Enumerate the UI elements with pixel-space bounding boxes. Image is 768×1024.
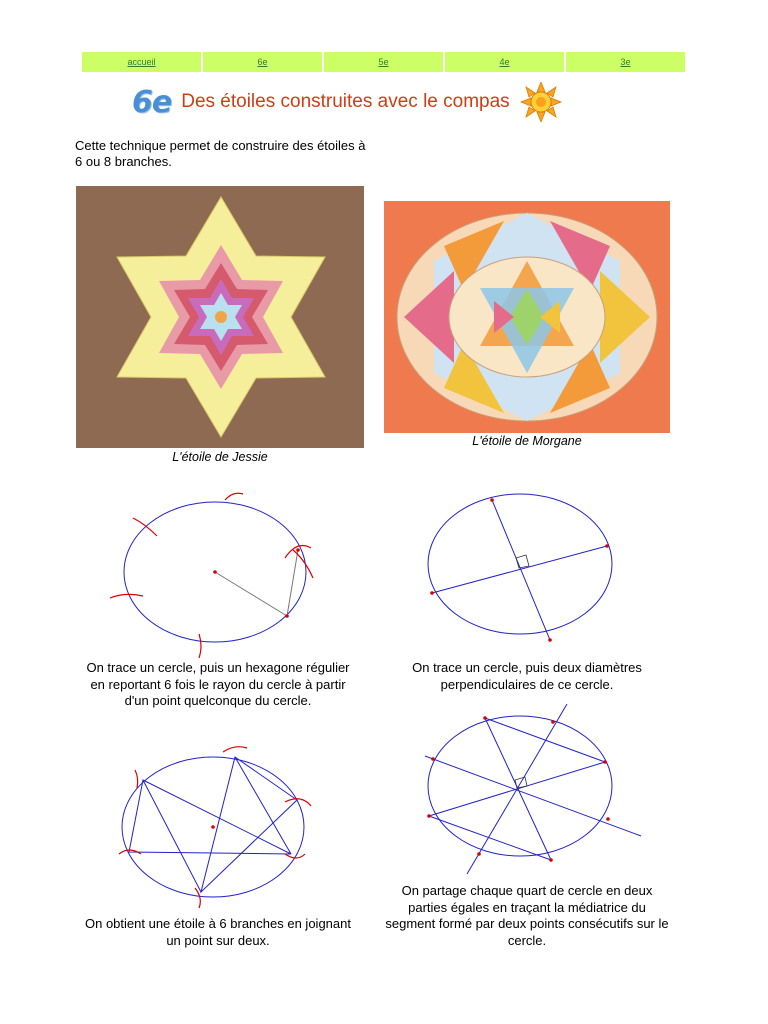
diagram-six-point-star [105, 742, 325, 912]
photo-jessie-star [76, 186, 364, 448]
page-title: Des étoiles construites avec le compas [181, 91, 510, 112]
sun-icon [518, 82, 564, 122]
photo-morgane-star [384, 201, 670, 433]
caption-jessie: L'étoile de Jessie [172, 450, 268, 464]
nav-link-3e[interactable]: 3e [566, 52, 685, 72]
step-1-text: On trace un cercle, puis un hexagone régulier en reportant 6 fois le rayon du cercle à partir d'un point quelconque du cercle. [86, 660, 350, 708]
nav-link-5e[interactable]: 5e [324, 52, 443, 72]
caption-morgane: L'étoile de Morgane [472, 434, 582, 448]
nav-link-4e[interactable]: 4e [445, 52, 564, 72]
diagram-perpendicular-diameters [412, 488, 632, 658]
nav-link-accueil[interactable]: accueil [82, 52, 201, 72]
step-2-text: On trace un cercle, puis deux diamètres perpendiculaires de ce cercle. [412, 660, 642, 692]
top-nav [82, 52, 685, 72]
intro-text: Cette technique permet de construire des étoiles à 6 ou 8 branches. [75, 138, 366, 169]
level-badge: 6e [132, 84, 172, 120]
step-3-text: On obtient une étoile à 6 branches en joignant un point sur deux. [85, 916, 351, 948]
nav-link-6e[interactable]: 6e [203, 52, 322, 72]
page-header [132, 84, 564, 120]
diagram-eight-divisions [405, 704, 645, 880]
step-4-text: On partage chaque quart de cercle en deux parties égales en traçant la médiatrice du segment formé par deux points consécutifs sur le cercle. [385, 883, 669, 948]
diagram-hexagon-construction [105, 488, 325, 658]
